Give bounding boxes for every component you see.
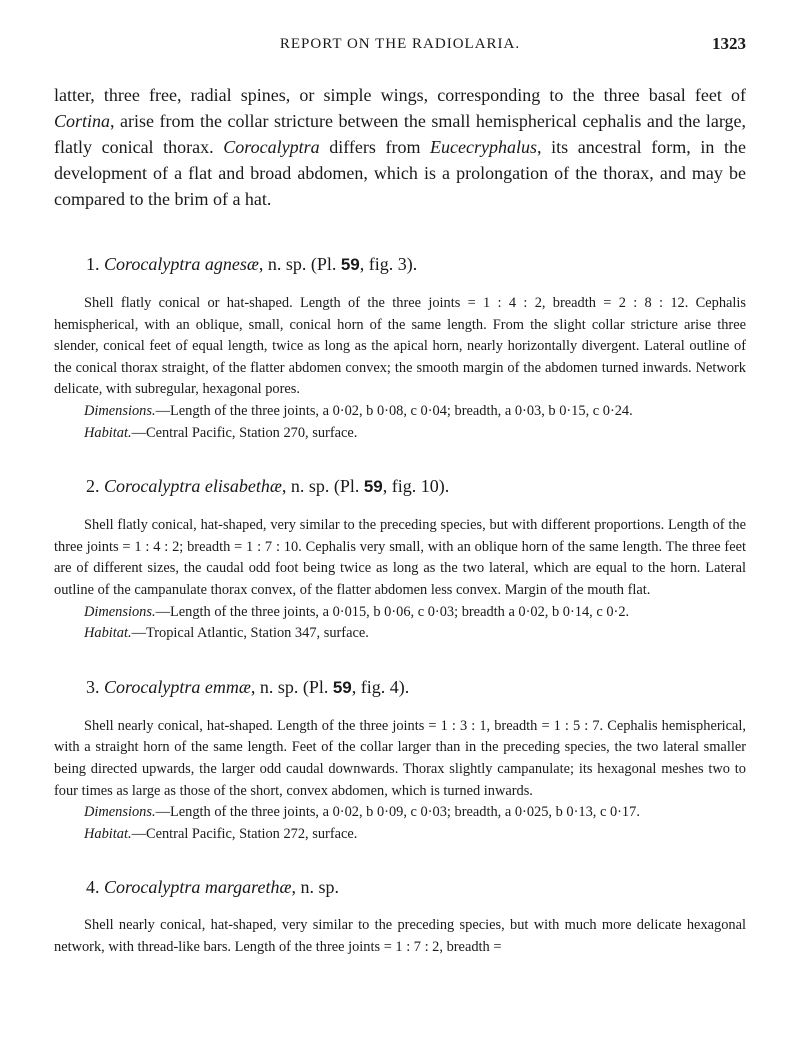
habitat-line xyxy=(84,824,746,846)
species-suffix: , n. sp. xyxy=(291,877,340,898)
species-heading xyxy=(86,474,746,499)
species-name: Corocalyptra margarethæ xyxy=(104,877,292,898)
species-number: 1. xyxy=(86,254,100,274)
intro-text: differs from xyxy=(319,137,431,157)
description-text: Shell nearly conical, hat-shaped, very similar to the preceding species, but with much more delicate hexagonal network, with thread-like bars. Length of the three joints = 1 : 7 : 2, breadth = xyxy=(54,917,746,955)
habitat-line xyxy=(84,623,746,645)
genus-name: Corocalyptra xyxy=(223,137,320,157)
plate-number: 59 xyxy=(332,677,352,697)
plate-number: 59 xyxy=(340,255,360,274)
habitat-text: —Tropical Atlantic, Station 347, surface. xyxy=(131,625,369,642)
habitat-text: —Central Pacific, Station 272, surface. xyxy=(131,825,358,842)
habitat-label: Habitat. xyxy=(84,825,132,842)
figure-ref: , fig. 10). xyxy=(382,476,450,497)
dimensions-line xyxy=(84,401,746,423)
species-number: 2. xyxy=(86,476,100,497)
running-header xyxy=(54,34,746,58)
dimensions-label: Dimensions. xyxy=(84,603,156,620)
figure-ref: , fig. 3). xyxy=(359,254,418,274)
dimensions-label: Dimensions. xyxy=(84,804,156,821)
species-description xyxy=(54,915,746,958)
species-heading xyxy=(86,875,746,899)
species-suffix: , n. sp. (Pl. xyxy=(250,676,333,697)
page-number: 1323 xyxy=(712,34,746,53)
habitat-line xyxy=(84,423,746,445)
species-heading xyxy=(86,675,746,700)
species-description xyxy=(54,716,746,846)
habitat-label: Habitat. xyxy=(84,625,132,642)
genus-name: Eucecryphalus xyxy=(430,137,538,157)
habitat-text: —Central Pacific, Station 270, surface. xyxy=(131,424,358,441)
species-number: 3. xyxy=(86,676,100,697)
description-text: Shell flatly conical or hat-shaped. Length of the three joints = 1 : 4 : 2, breadth = 2 : 8 : 12. Cephalis hemispherical, with an oblique, small, conical horn of the same length. From the slight collar stricture arise three slender, conical feet of equal length, twice as long as the apical horn, nearly horizontally divergent. Lateral outline of the conical thorax straight, of the flatter abdomen convex; the smooth margin of the abdomen turned inwards. Network delicate, with subregular, hexagonal pores. xyxy=(54,295,746,398)
dimensions-line xyxy=(84,802,746,824)
intro-paragraph xyxy=(54,82,746,212)
species-suffix: , n. sp. (Pl. xyxy=(281,476,364,497)
habitat-label: Habitat. xyxy=(84,424,132,441)
intro-text: latter, three free, radial spines, or simple wings, corresponding to the three basal feet of xyxy=(54,85,746,105)
species-number: 4. xyxy=(86,877,100,898)
dimensions-text: —Length of the three joints, a 0·02, b 0·09, c 0·03; breadth, a 0·025, b 0·13, c 0·17. xyxy=(155,804,640,821)
dimensions-line xyxy=(84,602,746,624)
running-title: REPORT ON THE RADIOLARIA. xyxy=(279,36,521,52)
species-name: Corocalyptra emmæ xyxy=(104,676,251,697)
genus-name: Cortina xyxy=(54,111,111,131)
plate-number: 59 xyxy=(363,477,383,497)
dimensions-text: —Length of the three joints, a 0·02, b 0·08, c 0·04; breadth, a 0·03, b 0·15, c 0·24. xyxy=(155,402,633,419)
intro-text: , its ancestral form, in the development of a flat and broad abdomen, which is a prolongation of the thorax, and may be compared to the brim of a hat. xyxy=(54,137,746,209)
species-description xyxy=(54,515,746,645)
figure-ref: , fig. 4). xyxy=(351,676,410,697)
description-text: Shell nearly conical, hat-shaped. Length of the three joints = 1 : 3 : 1, breadth = 1 : 5 : 7. Cephalis hemispherical, with a straight horn of the same length. Feet of the collar larger than in the preceding species, the two lateral smaller being directed upwards, the larger odd caudal downwards. Thorax slightly campanulate; its hexagonal meshes two to four times as large as those of the short, convex abdomen, which is turned inwards. xyxy=(54,717,746,799)
intro-text: , arise from the collar stricture between the small hemispherical cephalis and the large, flatly conical thorax. xyxy=(54,111,746,157)
species-name: Corocalyptra agnesæ xyxy=(104,254,259,274)
species-suffix: , n. sp. (Pl. xyxy=(258,254,341,274)
species-description xyxy=(54,293,746,444)
species-heading xyxy=(86,252,746,277)
document-page xyxy=(54,34,746,958)
dimensions-label: Dimensions. xyxy=(84,402,156,419)
description-text: Shell flatly conical, hat-shaped, very similar to the preceding species, but with different proportions. Length of the three joints = 1 : 4 : 2; breadth = 1 : 7 : 10. Cephalis very small, with an oblique horn of the same length. The three feet are of different sizes, the caudal odd foot being twice as long as the two lateral, which are equal to the horn. Lateral outline of the campanulate thorax convex, of the flatter abdomen less convex. Margin of the mouth flat. xyxy=(54,517,746,598)
dimensions-text: —Length of the three joints, a 0·015, b 0·06, c 0·03; breadth a 0·02, b 0·14, c 0·2. xyxy=(155,603,630,620)
species-name: Corocalyptra elisabethæ xyxy=(104,476,282,497)
